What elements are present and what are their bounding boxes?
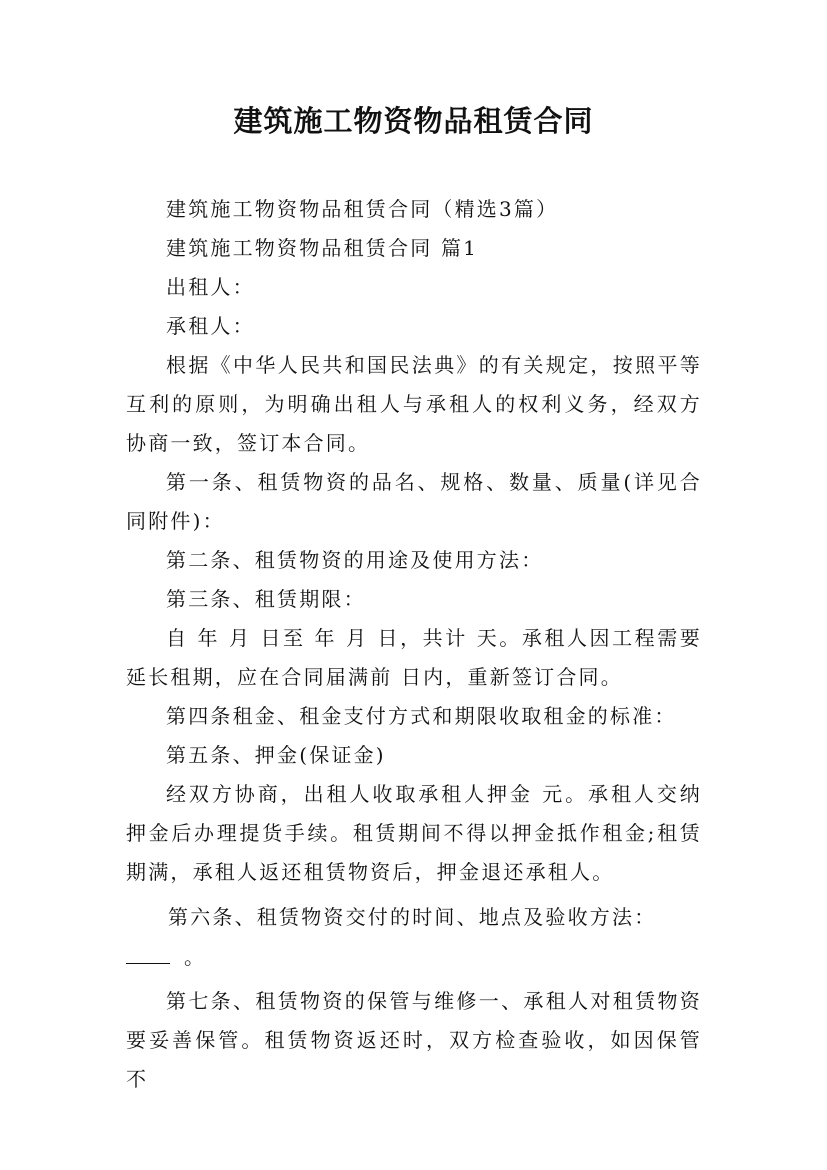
- paragraph-lessee: 承租人：: [166, 314, 255, 338]
- document-body: [126, 190, 702, 1099]
- paragraph-lessor: 出租人：: [166, 275, 255, 299]
- paragraph-clause-2: 第二条、租赁物资的用途及使用方法：: [166, 548, 544, 572]
- paragraph-lease-term: 自 年 月 日至 年 月 日，共计 天。承租人因工程需要延长租期，应在合同届满前 日内，重新签订合同。: [126, 626, 702, 689]
- paragraph-clause-6: 第六条、租赁物资交付的时间、地点及验收方法：: [168, 905, 657, 929]
- paragraph-clause-3: 第三条、租赁期限：: [166, 587, 366, 611]
- paragraph-clause-4: 第四条租金、租金支付方式和期限收取租金的标准：: [166, 704, 677, 728]
- paragraph-deposit: 经双方协商，出租人收取承租人押金 元。承租人交纳押金后办理提货手续。租赁期间不得以押金抵作租金;租赁期满，承租人返还租赁物资后，押金退还承租人。: [126, 782, 702, 884]
- document-title: 建筑施工物资物品租赁合同: [233, 104, 594, 138]
- paragraph-clause-6-blank: [126, 937, 702, 976]
- paragraph-collection-heading: 建筑施工物资物品租赁合同（精选3篇）: [166, 197, 559, 221]
- paragraph-article-heading: 建筑施工物资物品租赁合同 篇1: [166, 236, 479, 260]
- blank-line-period: 。: [184, 945, 207, 969]
- paragraph-preamble: 根据《中华人民共和国民法典》的有关规定，按照平等互利的原则，为明确出租人与承租人的权利义务，经双方协商一致，签订本合同。: [126, 353, 702, 455]
- paragraph-clause-7: 第七条、租赁物资的保管与维修一、承租人对租赁物资要妥善保管。租赁物资返还时，双方检查验收，如因保管不: [126, 989, 702, 1091]
- paragraph-clause-5: 第五条、押金(保证金): [166, 743, 386, 767]
- paragraph-clause-1: 第一条、租赁物资的品名、规格、数量、质量(详见合同附件)：: [126, 470, 702, 533]
- fill-in-blank-line: [126, 937, 170, 964]
